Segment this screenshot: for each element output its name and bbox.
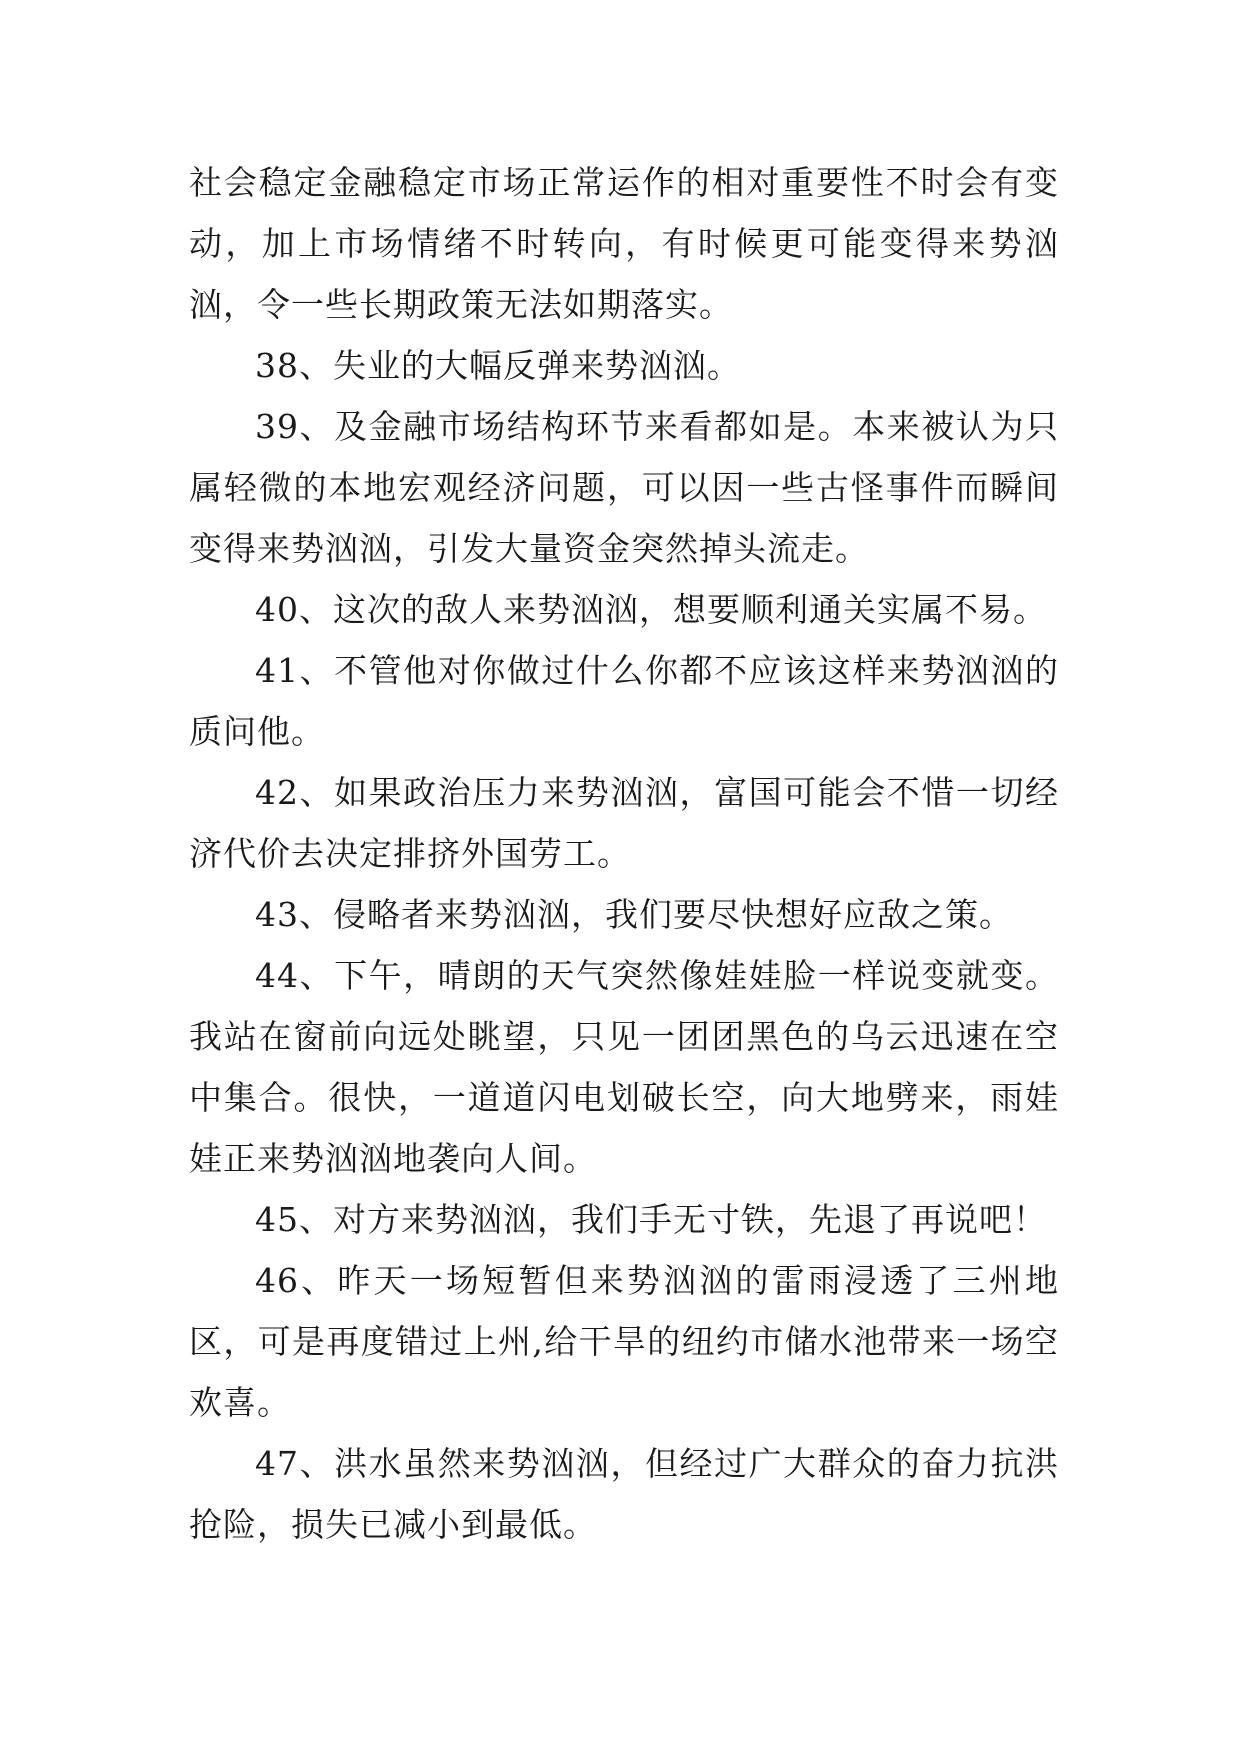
paragraph-continuation: 社会稳定金融稳定市场正常运作的相对重要性不时会有变动，加上市场情绪不时转向，有时候更可能变得来势汹汹，令一些长期政策无法如期落实。 (189, 163, 1059, 324)
paragraph-45: 45、对方来势汹汹，我们手无寸铁，先退了再说吧！ (255, 1200, 1047, 1239)
paragraph-39: 39、及金融市场结构环节来看都如是。本来被认为只属轻微的本地宏观经济问题，可以因一些古怪事件而瞬间变得来势汹汹，引发大量资金突然掉头流走。 (189, 407, 1059, 568)
paragraph-40: 40、这次的敌人来势汹汹，想要顺利通关实属不易。 (255, 590, 1047, 629)
paragraph-41: 41、不管他对你做过什么你都不应该这样来势汹汹的质问他。 (189, 651, 1059, 751)
document-body (189, 152, 1059, 1555)
paragraph-43: 43、侵略者来势汹汹，我们要尽快想好应敌之策。 (255, 895, 1013, 934)
paragraph-44: 44、下午，晴朗的天气突然像娃娃脸一样说变就变。我站在窗前向远处眺望，只见一团团黑色的乌云迅速在空中集合。很快，一道道闪电划破长空，向大地劈来，雨娃娃正来势汹汹地袭向人间。 (189, 956, 1059, 1178)
paragraph-38: 38、失业的大幅反弹来势汹汹。 (255, 346, 741, 385)
paragraph-47: 47、洪水虽然来势汹汹，但经过广大群众的奋力抗洪抢险，损失已减小到最低。 (189, 1444, 1059, 1544)
paragraph-46: 46、昨天一场短暂但来势汹汹的雷雨浸透了三州地区，可是再度错过上州,给干旱的纽约市储水池带来一场空欢喜。 (189, 1261, 1059, 1422)
paragraph-42: 42、如果政治压力来势汹汹，富国可能会不惜一切经济代价去决定排挤外国劳工。 (189, 773, 1059, 873)
